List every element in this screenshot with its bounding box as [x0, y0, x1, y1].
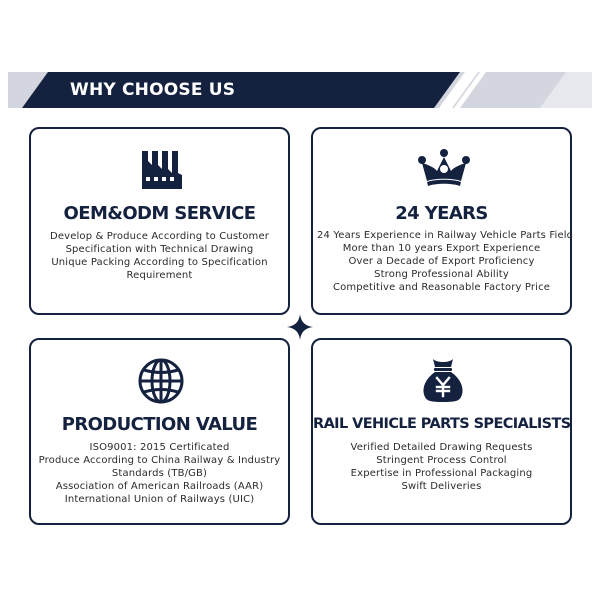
card-title: RAIL VEHICLE PARTS SPECIALISTS	[313, 416, 571, 432]
card-title: OEM&ODM SERVICE	[63, 203, 256, 224]
description-line: Over a Decade of Export Proficiency	[348, 255, 535, 267]
description-line: Unique Packing According to Specification	[51, 256, 268, 268]
description-line: Stringent Process Control	[376, 454, 507, 466]
money-bag-icon	[421, 357, 465, 403]
description-line: Develop & Produce According to Customer	[49, 231, 270, 242]
description-line: 24 Years Experience in Railway Vehicle Parts Field	[317, 230, 574, 241]
factory-icon	[140, 147, 184, 191]
description-line: Specification with Technical Drawing	[65, 243, 254, 255]
card-description	[35, 231, 284, 283]
description-line: More than 10 years Export Experience	[342, 242, 541, 254]
section-header-banner	[8, 72, 592, 108]
card-description	[35, 442, 284, 507]
description-line: Requirement	[126, 269, 193, 281]
description-line: Produce According to China Railway & Industry	[38, 454, 281, 466]
card-description	[317, 442, 566, 494]
description-line: Standards (TB/GB)	[111, 467, 208, 479]
card-rail-vehicle-parts-specialists	[311, 338, 572, 525]
diamond-star-icon	[287, 314, 313, 340]
description-line: Competitive and Reasonable Factory Price	[332, 281, 551, 293]
card-description	[317, 230, 574, 295]
description-line: Association of American Railroads (AAR)	[55, 480, 264, 492]
description-line: Swift Deliveries	[401, 480, 482, 492]
globe-icon	[137, 357, 185, 405]
card-title: 24 YEARS	[395, 203, 488, 224]
description-line: Strong Professional Ability	[374, 268, 509, 280]
description-line: International Union of Railways (UIC)	[64, 493, 255, 505]
card-24-years	[311, 127, 572, 315]
crown-icon	[417, 149, 471, 187]
card-production-value	[29, 338, 290, 525]
description-line: ISO9001: 2015 Certificated	[89, 442, 230, 453]
card-oem-odm-service	[29, 127, 290, 315]
description-line: Expertise in Professional Packaging	[350, 467, 533, 479]
section-title: WHY CHOOSE US	[70, 80, 236, 100]
card-title: PRODUCTION VALUE	[61, 414, 258, 435]
description-line: Verified Detailed Drawing Requests	[350, 442, 533, 453]
